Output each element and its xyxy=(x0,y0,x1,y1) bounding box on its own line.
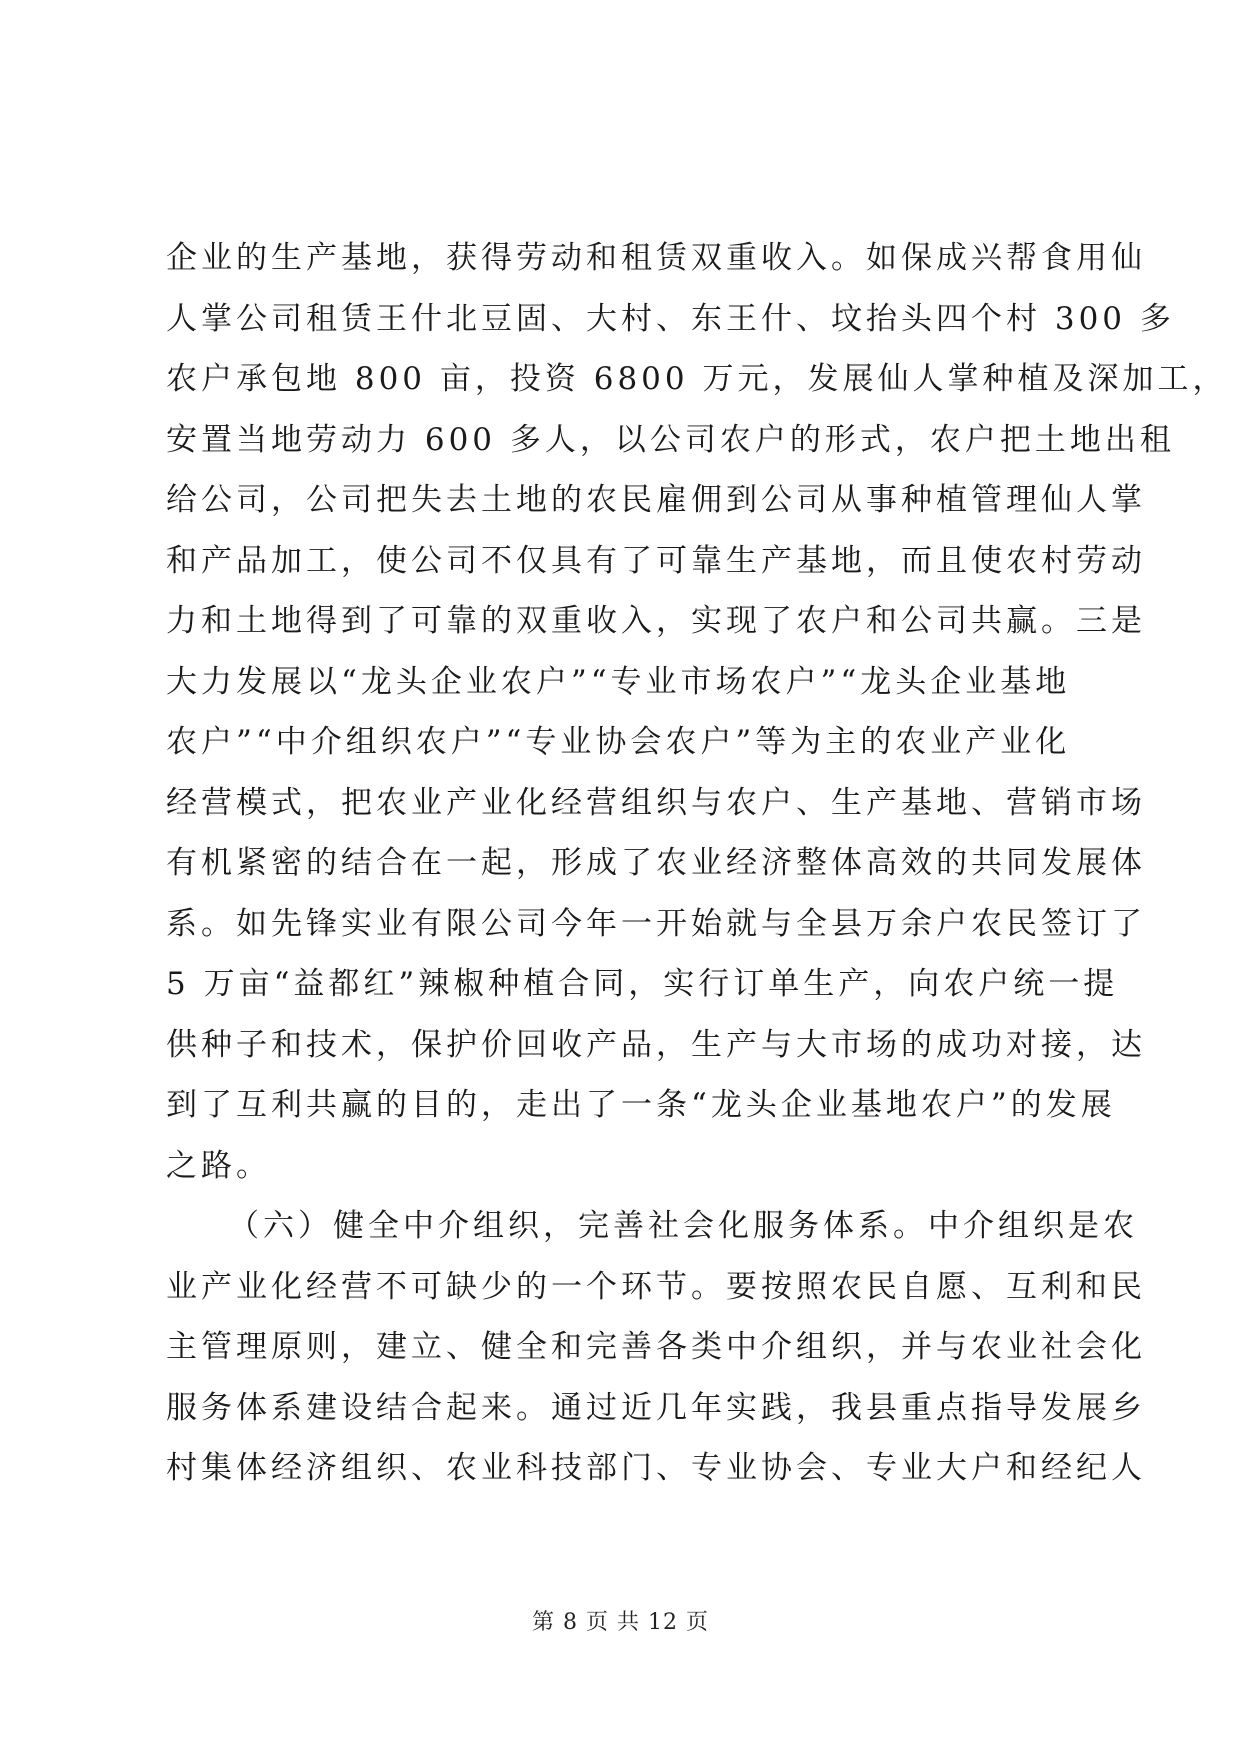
text-line: 和产品加工，使公司不仅具有了可靠生产基地，而且使农村劳动 xyxy=(166,542,1146,579)
text-line: 之路。 xyxy=(166,1147,271,1184)
text-line: 有机紧密的结合在一起，形成了农业经济整体高效的共同发展体 xyxy=(166,845,1146,881)
text-line: 系。如先锋实业有限公司今年一开始就与全县万余户农民签订了 xyxy=(166,905,1146,942)
text-line: 供种子和技术，保护价回收产品，生产与大市场的成功对接，达 xyxy=(166,1026,1146,1063)
text-line: 到了互利共赢的目的，走出了一条“龙头企业基地农户”的发展 xyxy=(166,1087,1116,1123)
text-line: 村集体经济组织、农业科技部门、专业协会、专业大户和经纪人 xyxy=(166,1450,1146,1486)
text-line: 服务体系建设结合起来。通过近几年实践，我县重点指导发展乡 xyxy=(166,1389,1146,1426)
text-line: 主管理原则，建立、健全和完善各类中介组织，并与农业社会化 xyxy=(166,1329,1146,1365)
text-line: 企业的生产基地，获得劳动和租赁双重收入。如保成兴帮食用仙 xyxy=(166,240,1146,276)
text-line: 给公司，公司把失去土地的农民雇佣到公司从事种植管理仙人掌 xyxy=(166,482,1146,518)
body-text xyxy=(166,228,1228,1499)
text-line: 人掌公司租赁王什北豆固、大村、东王什、坟抬头四个村 300 多 xyxy=(166,300,1175,337)
text-line: 经营模式，把农业产业化经营组织与农户、生产基地、营销市场 xyxy=(166,784,1146,821)
text-line: 5 万亩“益都红”辣椒种植合同，实行订单生产，向农户统一提 xyxy=(166,966,1119,1002)
page-number-footer: 第 8 页 共 12 页 xyxy=(532,1610,709,1635)
section-heading-line: （六）健全中介组织，完善社会化服务体系。中介组织是农 xyxy=(228,1208,1138,1244)
text-line: 业产业化经营不可缺少的一个环节。要按照农民自愿、互利和民 xyxy=(166,1268,1146,1305)
text-line: 大力发展以“龙头企业农户”“专业市场农户”“龙头企业基地 xyxy=(166,663,1071,700)
text-line: 农户”“中介组织农户”“专业协会农户”等为主的农业产业化 xyxy=(166,724,1071,760)
text-line: 安置当地劳动力 600 多人，以公司农户的形式，农户把土地出租 xyxy=(166,421,1175,458)
text-line: 力和土地得到了可靠的双重收入，实现了农户和公司共赢。三是 xyxy=(166,603,1146,639)
text-line: 农户承包地 800 亩，投资 6800 万元，发展仙人掌种植及深加工， xyxy=(166,361,1228,397)
